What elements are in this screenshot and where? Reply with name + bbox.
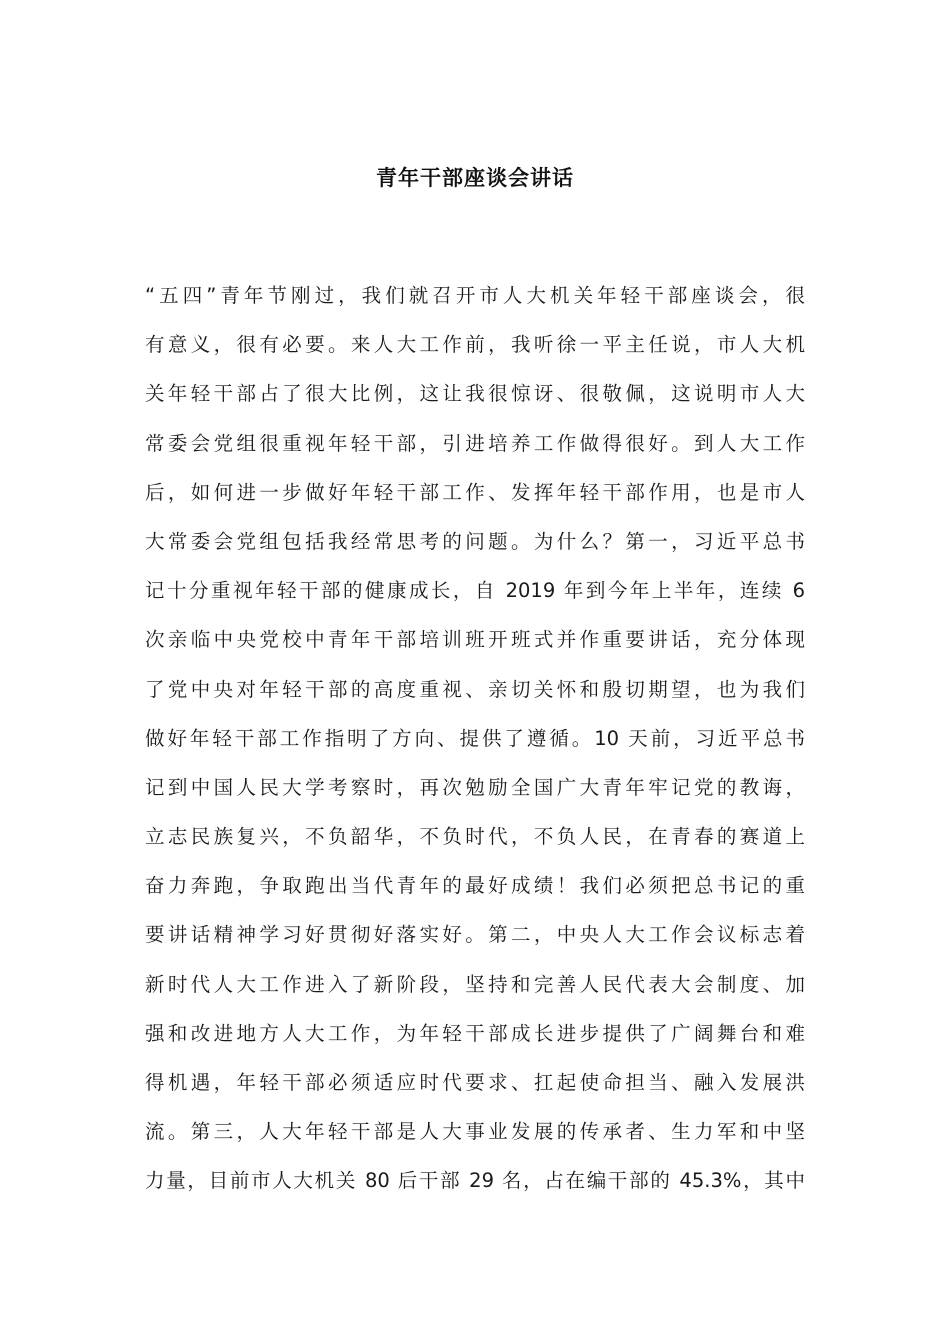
paragraph-line: 大常委会党组包括我经常思考的问题。为什么？第一，习近平总书 — [145, 529, 805, 553]
paragraph-line: 力量，目前市人大机关 80 后干部 29 名，占在编干部的 45.3%，其中 — [145, 1169, 805, 1193]
paragraph-line: 要讲话精神学习好贯彻好落实好。第二，中央人大工作会议标志着 — [145, 923, 805, 947]
paragraph-line: 记十分重视年轻干部的健康成长，自 2019 年到今年上半年，连续 6 — [145, 579, 805, 603]
paragraph-line: 强和改进地方人大工作，为年轻干部成长进步提供了广阔舞台和难 — [145, 1021, 805, 1045]
paragraph-line: 奋力奔跑，争取跑出当代青年的最好成绩！我们必须把总书记的重 — [145, 874, 805, 898]
paragraph-line: 流。第三，人大年轻干部是人大事业发展的传承者、生力军和中坚 — [145, 1120, 805, 1144]
paragraph-line: “五四”青年节刚过，我们就召开市人大机关年轻干部座谈会，很 — [145, 284, 805, 307]
document-body — [145, 276, 805, 1211]
paragraph-line: 了党中央对年轻干部的高度重视、亲切关怀和殷切期望，也为我们 — [145, 677, 805, 701]
paragraph-line: 有意义，很有必要。来人大工作前，我听徐一平主任说，市人大机 — [145, 333, 805, 357]
paragraph-line: 得机遇，年轻干部必须适应时代要求、扛起使命担当、融入发展洪 — [145, 1071, 805, 1094]
paragraph-line: 记到中国人民大学考察时，再次勉励全国广大青年牢记党的教诲， — [145, 775, 805, 799]
paragraph-line: 关年轻干部占了很大比例，这让我很惊讶、很敬佩，这说明市人大 — [145, 382, 805, 406]
paragraph-line: 后，如何进一步做好年轻干部工作、发挥年轻干部作用，也是市人 — [145, 480, 805, 504]
paragraph-line: 新时代人大工作进入了新阶段，坚持和完善人民代表大会制度、加 — [145, 972, 805, 996]
paragraph-line: 立志民族复兴，不负韶华，不负时代，不负人民，在青春的赛道上 — [145, 825, 805, 849]
paragraph-line: 常委会党组很重视年轻干部，引进培养工作做得很好。到人大工作 — [145, 431, 805, 455]
paragraph-line: 次亲临中央党校中青年干部培训班开班式并作重要讲话，充分体现 — [145, 628, 805, 652]
paragraph-line: 做好年轻干部工作指明了方向、提供了遵循。10 天前，习近平总书 — [145, 726, 805, 750]
document-title: 青年干部座谈会讲话 — [376, 165, 574, 190]
